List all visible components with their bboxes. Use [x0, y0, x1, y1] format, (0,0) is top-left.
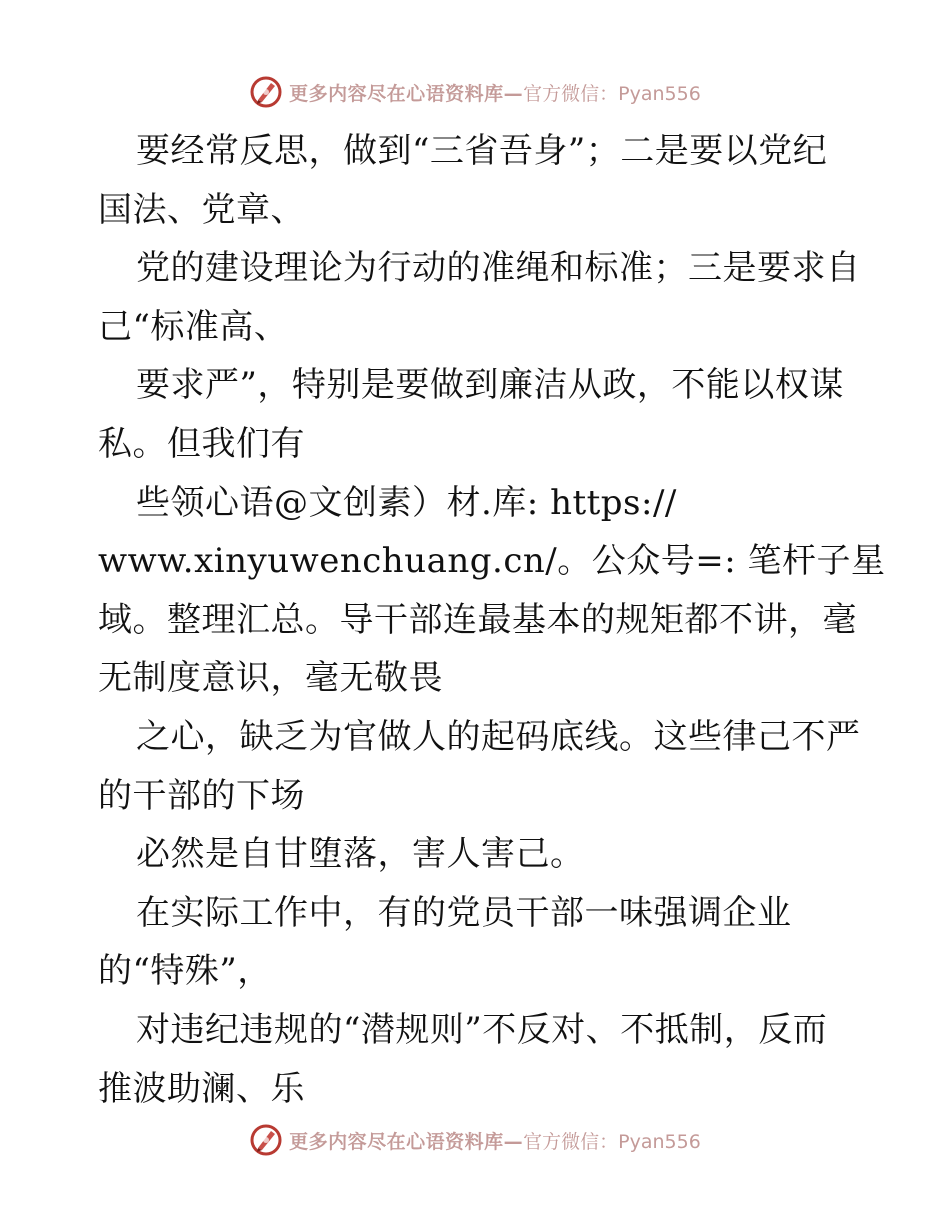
text-line: 国法、党章、 — [98, 189, 305, 230]
watermark-contact: 官方微信：Pyan556 — [523, 1130, 701, 1153]
text-line: 要求严”，特别是要做到廉洁从政，不能以权谋 — [136, 365, 844, 406]
text-line: 域。整理汇总。导干部连最基本的规矩都不讲，毫 — [98, 599, 857, 640]
pen-circle-logo-icon — [249, 1123, 283, 1157]
text-line: 之心，缺乏为官做人的起码底线。这些律己不严 — [136, 716, 861, 757]
text-line: 的“特殊”， — [98, 951, 272, 992]
text-line: 些领心语@文创素）材.库: https:// — [136, 482, 677, 523]
watermark-text: 更多内容尽在心语资料库— — [289, 82, 524, 105]
text-line: 推波助澜、乐 — [98, 1068, 305, 1109]
text-line: www.xinyuwenchuang.cn/。公众号=: 笔杆子星 — [98, 541, 886, 582]
header-watermark — [0, 72, 950, 112]
footer-watermark — [0, 1120, 950, 1160]
watermark-text: 更多内容尽在心语资料库— — [289, 1130, 524, 1153]
watermark-contact: 官方微信：Pyan556 — [523, 82, 701, 105]
pen-circle-logo-icon — [249, 75, 283, 109]
text-line: 要经常反思，做到“三省吾身”；二是要以党纪 — [136, 131, 828, 171]
text-line: 无制度意识，毫无敬畏 — [98, 658, 443, 699]
text-line: 己“标准高、 — [98, 306, 289, 347]
document-body — [98, 122, 886, 1118]
text-line: 对违纪违规的“潜规则”不反对、不抵制，反而 — [136, 1009, 828, 1050]
text-line: 私。但我们有 — [98, 423, 305, 464]
text-line: 党的建设理论为行动的准绳和标准；三是要求自 — [136, 248, 861, 289]
text-line: 在实际工作中，有的党员干部一味强调企业 — [136, 892, 792, 933]
text-line: 必然是自甘堕落，害人害己。 — [136, 834, 585, 875]
text-line: 的干部的下场 — [98, 775, 305, 816]
